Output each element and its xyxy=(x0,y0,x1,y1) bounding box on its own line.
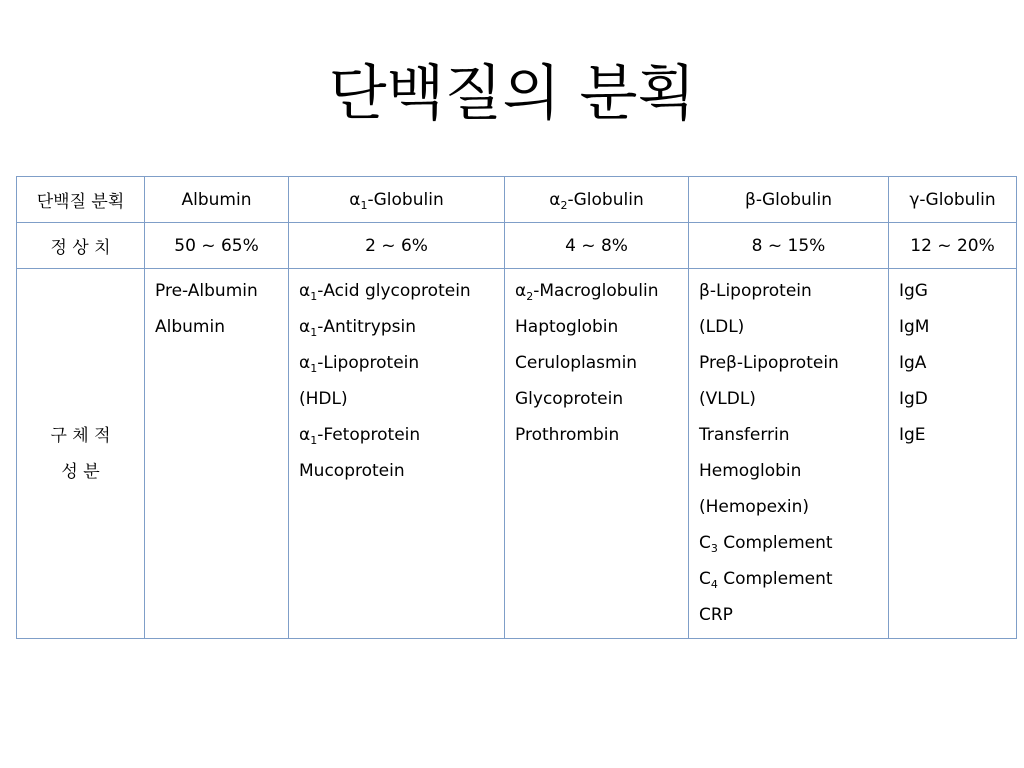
component-item: Mucoprotein xyxy=(299,461,405,481)
header-row xyxy=(17,177,1017,223)
components-label-line: 구 체 적 xyxy=(50,425,111,446)
header-label-cell: 단백질 분획 xyxy=(17,177,145,223)
component-item: IgA xyxy=(899,353,927,373)
component-item: $C_4$ Complement xyxy=(699,569,833,591)
component-item: IgD xyxy=(899,389,928,409)
slide-title: 단백질의 분획 xyxy=(328,59,696,129)
normal-range-label: 정 상 치 xyxy=(17,223,145,269)
component-item: Albumin xyxy=(155,317,225,337)
component-item: β-Lipoprotein xyxy=(699,281,812,301)
components-label-cell xyxy=(17,269,145,639)
component-item: Pre-Albumin xyxy=(155,281,258,301)
component-item: Haptoglobin xyxy=(515,317,619,337)
normal-range-value: 12 ~ 20% xyxy=(889,223,1017,269)
component-item: (LDL) xyxy=(699,317,745,337)
normal-range-value: 4 ~ 8% xyxy=(505,223,689,269)
normal-range-row xyxy=(17,223,1017,269)
component-item: IgG xyxy=(899,281,928,301)
component-item: $\alpha_1$-Antitrypsin xyxy=(299,317,417,339)
component-item: $C_3$ Complement xyxy=(699,533,833,555)
component-item: Hemoglobin xyxy=(699,461,802,481)
components-row xyxy=(17,269,1017,639)
component-item: (HDL) xyxy=(299,389,348,409)
fraction-header-albumin: Albumin xyxy=(145,177,289,223)
normal-range-value: 8 ~ 15% xyxy=(689,223,889,269)
components-cell-gamma xyxy=(889,269,1017,639)
component-item: Glycoprotein xyxy=(515,389,624,409)
component-item: $\alpha_2$-Macroglobulin xyxy=(515,281,659,303)
components-cell-alpha1 xyxy=(289,269,505,639)
normal-range-value: 50 ~ 65% xyxy=(145,223,289,269)
fraction-header-alpha1-globulin: $\alpha_1$-Globulin xyxy=(289,177,505,223)
component-item: (VLDL) xyxy=(699,389,756,409)
component-item: CRP xyxy=(699,605,733,625)
component-item: $\alpha_1$-Lipoprotein xyxy=(299,353,420,375)
component-item: (Hemopexin) xyxy=(699,497,809,517)
component-item: Ceruloplasmin xyxy=(515,353,638,373)
fraction-header-beta-globulin: β-Globulin xyxy=(689,177,889,223)
components-cell-alpha2 xyxy=(505,269,689,639)
component-item: $\alpha_1$-Acid glycoprotein xyxy=(299,281,471,303)
components-cell-albumin xyxy=(145,269,289,639)
component-item: IgM xyxy=(899,317,930,337)
protein-fraction-table xyxy=(16,176,1017,639)
fraction-header-gamma-globulin: γ-Globulin xyxy=(889,177,1017,223)
component-item: IgE xyxy=(899,425,926,445)
component-item: $\alpha_1$-Fetoprotein xyxy=(299,425,421,447)
components-label-line: 성 분 xyxy=(61,461,100,482)
components-cell-beta xyxy=(689,269,889,639)
component-item: Preβ-Lipoprotein xyxy=(699,353,839,373)
component-item: Prothrombin xyxy=(515,425,620,445)
normal-range-value: 2 ~ 6% xyxy=(289,223,505,269)
component-item: Transferrin xyxy=(699,425,790,445)
fraction-header-alpha2-globulin: $\alpha_2$-Globulin xyxy=(505,177,689,223)
